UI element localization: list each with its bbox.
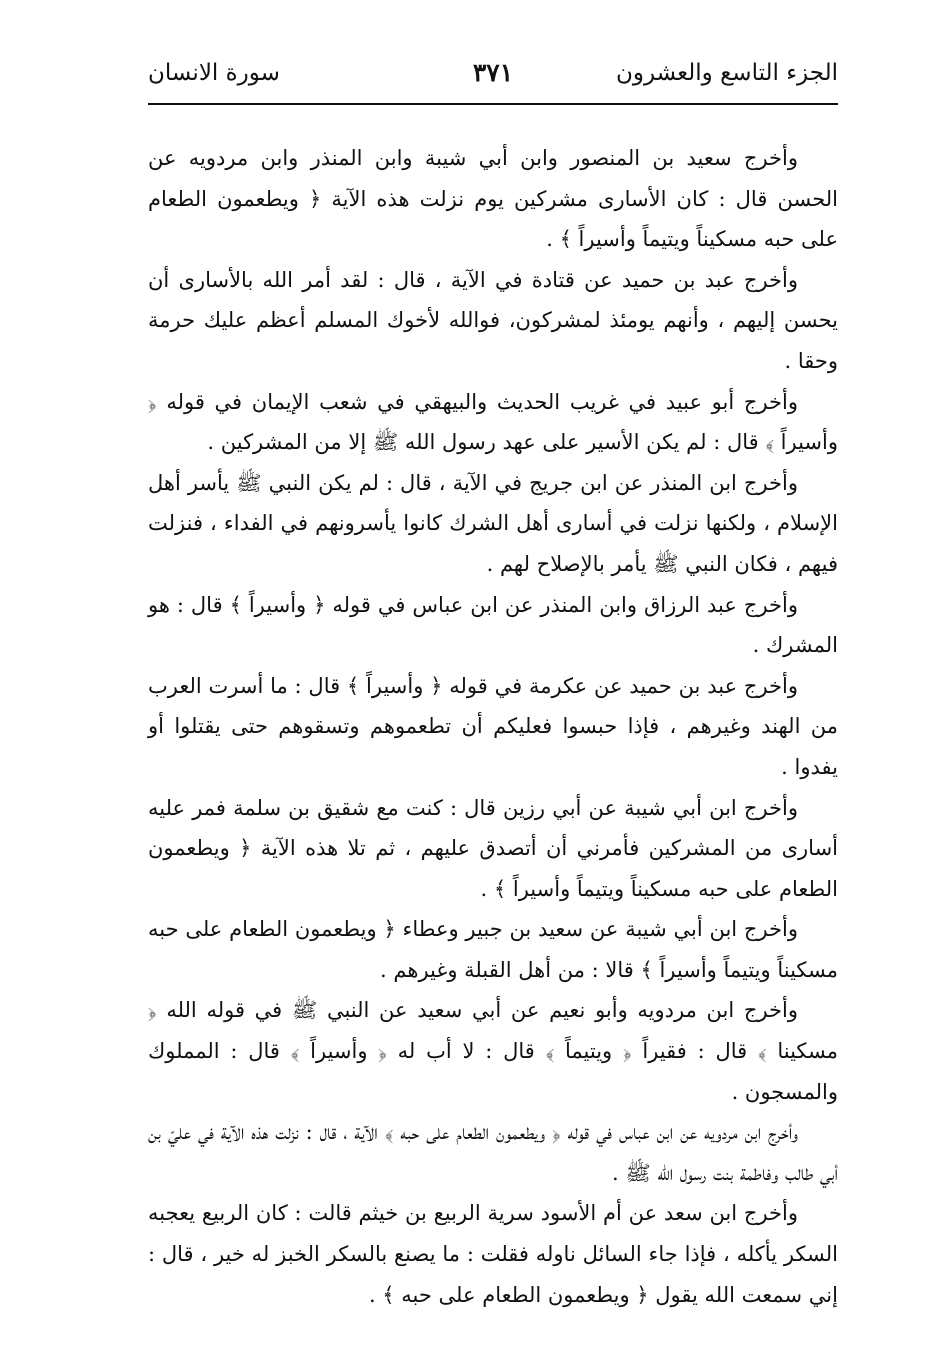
- surah-title: سورة الانسان: [148, 60, 280, 86]
- paragraph: وأخرج أبو عبيد في غريب الحديث والبيهقي في شعب الإيمان في قوله ﴿ وأسيراً ﴾ قال : لم يكن الأسير على عهد رسول الله ﷺ إلا من المشركين .: [148, 389, 838, 455]
- paragraph: وأخرج ابن المنذر عن ابن جريج في الآية ، قال : لم يكن النبي ﷺ يأسر أهل الإسلام ، ولكنها نزلت في أسارى أهل الشرك كانوا يأسرونهم في الفداء ، فنزلت فيهم ، فكان النبي ﷺ يأمر بالإصلاح لهم .: [148, 470, 838, 576]
- running-header: [148, 58, 838, 102]
- part-title: الجزء التاسع والعشرون: [615, 60, 838, 86]
- paragraph: وأخرج ابن مردويه وأبو نعيم عن أبي سعيد عن النبي ﷺ في قوله الله ﴿ مسكينا ﴾ قال : فقيراً ﴿ ويتيماً ﴾ قال : لا أب له ﴿ وأسيراً ﴾ قال : المملوك والمسجون .: [148, 998, 838, 1104]
- paragraph: وأخرج ابن سعد عن أم الأسود سرية الربيع بن خيثم قالت : كان الربيع يعجبه السكر يأكله ، فإذا جاء السائل ناوله فقلت : ما يصنع بالسكر الخبز له خير ، قال : إني سمعت الله يقول ﴿ ويطعمون الطعام على حبه ﴾ .: [148, 1201, 838, 1307]
- paragraph: وأخرج ابن أبي شيبة عن سعيد بن جبير وعطاء ﴿ ويطعمون الطعام على حبه مسكيناً ويتيماً وأسيراً ﴾ قالا : من أهل القبلة وغيرهم .: [148, 917, 838, 982]
- paragraph: وأخرج سعيد بن المنصور وابن أبي شيبة وابن المنذر وابن مردويه عن الحسن قال : كان الأسارى مشركين يوم نزلت هذه الآية ﴿ ويطعمون الطعام على حبه مسكيناً ويتيماً وأسيراً ﴾ .: [148, 146, 838, 252]
- page-number: ٣٧١: [472, 58, 514, 87]
- header-divider: [148, 103, 838, 105]
- paragraph: وأخرج ابن أبي شيبة عن أبي رزين قال : كنت مع شقيق بن سلمة فمر عليه أسارى من المشركين فأمرني أن أتصدق عليهم ، ثم تلا هذه الآية ﴿ ويطعمون الطعام على حبه مسكيناً ويتيماً وأسيراً ﴾ .: [148, 795, 838, 901]
- paragraph: وأخرج عبد الرزاق وابن المنذر عن ابن عباس في قوله ﴿ وأسيراً ﴾ قال : هو المشرك .: [148, 592, 838, 658]
- body-text: [148, 138, 838, 1315]
- paragraph: وأخرج عبد بن حميد عن عكرمة في قوله ﴿ وأسيراً ﴾ قال : ما أسرت العرب من الهند وغيرهم ، فإذا حبسوا فعليكم أن تطعموهم وتسقوهم حتى يقتلوا أو يفدوا .: [148, 673, 838, 779]
- paragraph: وأخرج ابن مردويه عن ابن عباس في قوله ﴿ ويطعمون الطعام على حبه ﴾ الآية ، قال : نزلت هذه الآية في عليّ بن أبي طالب وفاطمة بنت رسول الله ﷺ .: [148, 1120, 838, 1185]
- paragraph: وأخرج عبد بن حميد عن قتادة في الآية ، قال : لقد أمر الله بالأسارى أن يحسن إليهم ، وأنهم يومئذ لمشركون، فوالله لأخوك المسلم أعظم عليك حرمة وحقا .: [148, 267, 838, 373]
